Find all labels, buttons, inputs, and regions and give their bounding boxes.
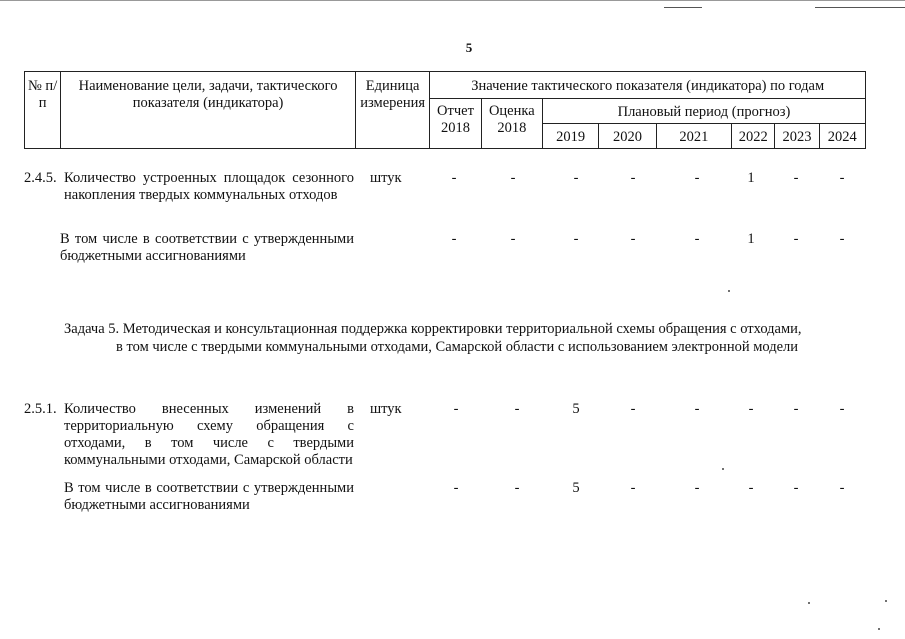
row-value: - bbox=[451, 170, 457, 186]
row-value: 1 bbox=[747, 231, 755, 247]
row-value: - bbox=[694, 401, 700, 417]
row-code: 2.5.1. bbox=[24, 401, 57, 417]
row-value: - bbox=[510, 170, 516, 186]
header-estimate: Оценка 2018 bbox=[481, 99, 542, 149]
header-report: Отчет 2018 bbox=[430, 99, 481, 149]
row-value: - bbox=[793, 401, 799, 417]
task-heading-line1: Задача 5. Методическая и консультационная поддержка корректировки территориальной схемы обращения с отходами, bbox=[64, 321, 802, 337]
header-year: 2020 bbox=[599, 124, 656, 149]
row-value: - bbox=[839, 170, 845, 186]
row-value: - bbox=[694, 170, 700, 186]
header-year: 2022 bbox=[732, 124, 775, 149]
row-value: - bbox=[793, 480, 799, 496]
indicator-table-header bbox=[24, 71, 866, 149]
scan-speck bbox=[878, 628, 880, 630]
row-value: 5 bbox=[572, 401, 580, 417]
row-value: - bbox=[573, 231, 579, 247]
row-value: - bbox=[793, 170, 799, 186]
row-value: - bbox=[748, 480, 754, 496]
row-value: - bbox=[451, 231, 457, 247]
row-value: - bbox=[453, 480, 459, 496]
row-name: Количество внесенных изменений в территориальную схему обращения с отходами, в том числе с твердыми коммунальными отходами, Самарской области bbox=[64, 401, 354, 468]
row-value: - bbox=[694, 231, 700, 247]
row-value: 1 bbox=[747, 170, 755, 186]
task-heading-line2: в том числе с твердыми коммунальными отходами, Самарской области с использованием электронной модели bbox=[116, 339, 799, 355]
row-value: - bbox=[839, 401, 845, 417]
row-name: В том числе в соответствии с утвержденными бюджетными ассигнованиями bbox=[64, 480, 354, 513]
header-unit: Единица измерения bbox=[355, 72, 429, 149]
scan-speck bbox=[722, 468, 724, 470]
row-value: - bbox=[630, 170, 636, 186]
row-value: - bbox=[748, 401, 754, 417]
header-year: 2019 bbox=[542, 124, 598, 149]
header-num: № п/п bbox=[25, 72, 61, 149]
header-name: Наименование цели, задачи, тактического показателя (индикатора) bbox=[61, 72, 356, 149]
row-value: - bbox=[630, 480, 636, 496]
header-year: 2024 bbox=[819, 124, 865, 149]
row-name: Количество устроенных площадок сезонного накопления твердых коммунальных отходов bbox=[64, 170, 354, 203]
page-number: 5 bbox=[465, 40, 473, 55]
row-value: - bbox=[839, 231, 845, 247]
row-value: 5 bbox=[572, 480, 580, 496]
header-year: 2021 bbox=[656, 124, 731, 149]
row-value: - bbox=[630, 231, 636, 247]
row-value: - bbox=[514, 480, 520, 496]
header-values-title: Значение тактического показателя (индикатора) по годам bbox=[430, 72, 866, 99]
row-unit: штук bbox=[370, 170, 402, 186]
row-name: В том числе в соответствии с утвержденными бюджетными ассигнованиями bbox=[60, 231, 354, 264]
row-code: 2.4.5. bbox=[24, 170, 57, 186]
row-value: - bbox=[514, 401, 520, 417]
scan-mark bbox=[815, 7, 905, 8]
scan-speck bbox=[808, 602, 810, 604]
row-value: - bbox=[573, 170, 579, 186]
row-value: - bbox=[510, 231, 516, 247]
row-value: - bbox=[453, 401, 459, 417]
header-year: 2023 bbox=[775, 124, 819, 149]
row-value: - bbox=[839, 480, 845, 496]
scan-edge-line bbox=[0, 0, 905, 1]
scan-speck bbox=[728, 290, 730, 292]
row-value: - bbox=[630, 401, 636, 417]
row-unit: штук bbox=[370, 401, 402, 417]
row-value: - bbox=[694, 480, 700, 496]
scan-speck bbox=[885, 600, 887, 602]
header-planned-period: Плановый период (прогноз) bbox=[542, 99, 865, 124]
scan-mark bbox=[664, 7, 702, 8]
row-value: - bbox=[793, 231, 799, 247]
